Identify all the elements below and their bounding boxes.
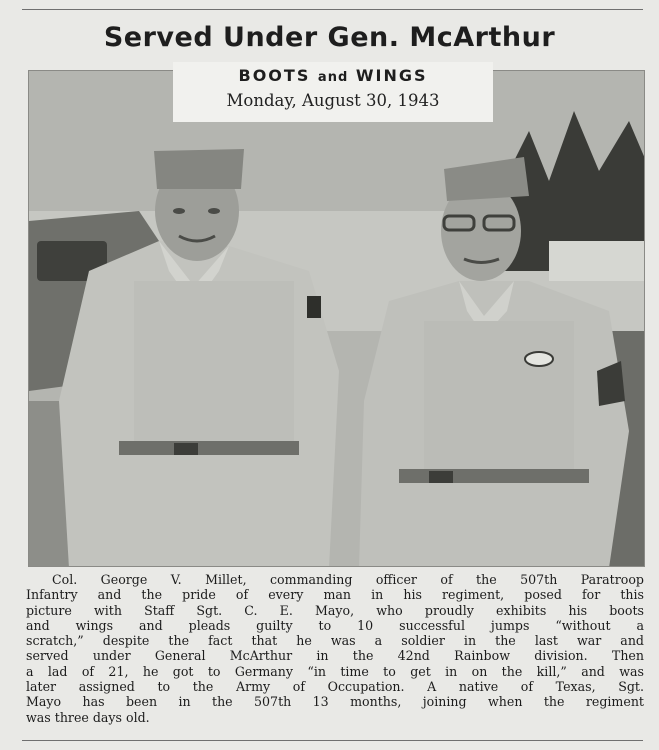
caption-line: served under General McArthur in the 42nd Rainbow division. Then: [26, 648, 644, 664]
publication-name-part2: WINGS: [355, 66, 428, 85]
caption-line: Mayo has been in the 507th 13 months, joining when the regiment: [26, 694, 644, 710]
caption-line: later assigned to the Army of Occupation. A native of Texas, Sgt.: [26, 679, 644, 695]
top-rule: [22, 9, 643, 10]
caption-line: scratch,” despite the fact that he was a soldier in the last war and: [26, 633, 644, 649]
caption-line: picture with Staff Sgt. C. E. Mayo, who proudly exhibits his boots: [26, 602, 644, 618]
publication-name-and: and: [317, 70, 349, 85]
photograph: [28, 70, 645, 567]
publication-banner: [173, 62, 493, 122]
photo-caption: [26, 572, 644, 725]
headline: Served Under Gen. McArthur: [103, 22, 556, 53]
photo-illustration: [29, 71, 645, 567]
publication-name-part1: BOOTS: [238, 66, 311, 85]
caption-line: and wings and pleads guilty to 10 successful jumps “without a: [26, 617, 644, 633]
caption-line: a lad of 21, he got to Germany “in time to get in on the kill,” and was: [26, 663, 644, 679]
publication-name: [173, 66, 493, 85]
caption-line: Col. George V. Millet, commanding officer of the 507th Paratroop: [52, 572, 644, 587]
bottom-rule: [22, 740, 643, 741]
caption-line: Infantry and the pride of every man in his regiment, posed for this: [26, 587, 644, 603]
publication-date: Monday, August 30, 1943: [226, 91, 440, 110]
caption-line: was three days old.: [26, 709, 150, 725]
